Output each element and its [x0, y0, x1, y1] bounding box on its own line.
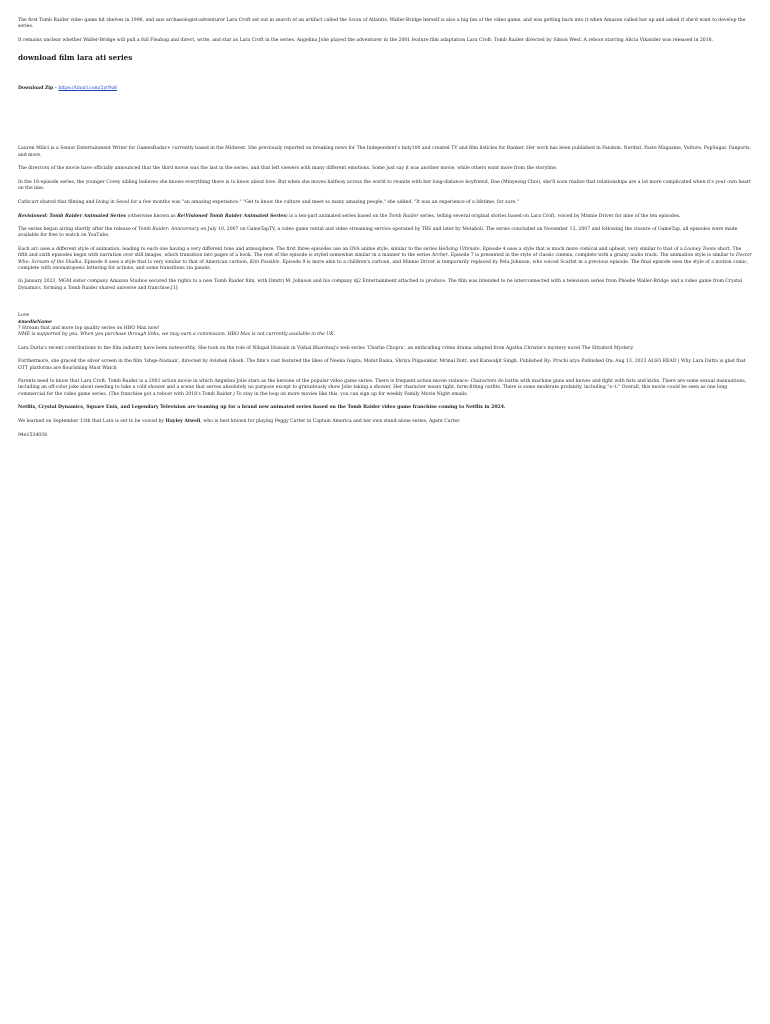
text-run: , who is best known for playing Peggy Carter in Captain America and her own stand-alone series, Agent Carter.	[200, 419, 461, 425]
text-run: Archer	[431, 253, 448, 259]
hbo-line-1	[18, 313, 752, 332]
paragraph-author: Lauren Milici is a Senior Entertainment Writer for GamesRadar+ currently based in the Midwest. She previously reported on breaking news for The Independent's Indy100 and created TV and film listicles for Ranker. Her work has been published in Fandom, Nerdist, Paste Magazine, Vulture, PopSugar, Fanports, and more.	[18, 146, 751, 158]
text-run: Looney Toons	[684, 247, 717, 253]
text-run: Hayley Atwell	[165, 419, 201, 425]
text-run: We learned on September 13th that Lara is set to be voiced by	[18, 419, 166, 425]
paragraph-mgm: In January 2023, MGM sister company Amazon Studios secured the rights to a new Tomb Raider film, with Dmitri M. Johnson and his company dj2 Entertainment attached to produce. The film was intended to be interconnected with a television series from Phoebe Waller-Bridge and a video game from Crystal Dynamics, forming a Tomb Raider shared universe and franchise.[1]	[18, 279, 743, 291]
revisioned-alt-title: Re\Visioned Tomb Raider Animated Series	[177, 213, 286, 219]
text-run: . Episode 8 uses a style that is very similar to that of American cartoon,	[81, 259, 250, 265]
download-line	[18, 86, 752, 92]
paragraph-series: In the 16-episode series, the younger Covey sibling believes she knows everything there is to know about love. But when she moves halfway across the world to reunite with her long-distance boyfriend, Dae (Minyeong Choi), she'll soon realize that relationships are a lot more complicated when it's your own heart on the line.	[18, 179, 751, 192]
text-run: . Episode 7 is presented in the style of classic cinema, complete with a grainy audio track. The animation style is similar to	[447, 253, 737, 259]
article-page	[0, 0, 770, 439]
paragraph-cathcart: Cathcart shared that filming and living in Seoul for a few months was "an amazing experience." "Get to know the culture and meet so many amazing people," she added. "It was an experience of a lifetime, for sure."	[18, 199, 519, 205]
text-run: Hellsing Ultimate	[438, 247, 480, 253]
text-run: . Episode 9 is more akin to a children's cartoon, and Minnie Driver is temporarily replaced by Peta Johnson, who voiced Scarlet in a previous episode. The final episode uses the style of a motion comic, complete with onomatopoeic lettering for actions, and some transitions via panels.	[18, 259, 749, 271]
page-title: download film lara ati series	[18, 53, 133, 63]
revisioned-title: Revisioned: Tomb Raider Animated Series	[18, 213, 127, 219]
text-run: Netflix, Crystal Dynamics, Square Enix, and Legendary Television are teaming up for a brand new animated series based on the Tomb Raider video game franchise coming to Netflix in 2024.	[18, 405, 506, 411]
paragraph-intro: The first Tomb Raider video game hit shelves in 1996, and saw archaeologist-adventurer Lara Croft set out in search of an artifact called the Scion of Atlantis. Waller-Bridge herself is also a big fan of the video game, and was getting back into it when Amazon called her up and asked if she'd want to develop the series.	[18, 18, 746, 30]
paragraph-parents: Parents need to know that Lara Croft: Tomb Raider is a 2001 action movie in which Angelina Jolie stars as the heroine of the popular video game series. There is frequent action-movie violence: Characters do battle with machine guns and knives and fight with fists and kicks. There are some sexual insinuations, including an off-color joke about needing to take a cold shower and a scene that serves absolutely no purpose except to gratuitously show Jolie taking a shower. Her character wears tight, form-fitting outfits. There is some moderate profanity, including "s--t." Overall, this movie could be seen as one long commercial for the video game series. (The franchise got a reboot with 2018's Tomb Raider.) To stay in the loop on more movies like this, you can sign up for weekly Family Movie Night emails.	[18, 379, 747, 397]
text-run: ? Stream that and more top quality series on HBO Max now!	[18, 325, 160, 331]
text-run: $mediaName	[18, 319, 52, 325]
text-run: series, telling several original stories based on Lara Croft, voiced by Minnie Driver for nine of the ten episodes.	[418, 213, 681, 219]
paragraph-airing	[18, 227, 752, 239]
paragraph-animation-styles	[18, 247, 752, 272]
hbo-line-2: NME is supported by you. When you purchase through links, we may earn a commission. HBO Max is not currently available in the UK.	[18, 331, 336, 337]
footer-code: 94e1534038	[18, 432, 48, 438]
text-run: Love	[18, 313, 30, 319]
paragraph-hayley	[18, 419, 752, 425]
text-run: ) is a ten-part animated series based on the	[285, 213, 389, 219]
paragraph-netflix	[18, 405, 752, 411]
download-link[interactable]: https://tinurl.com/2yr9u6	[58, 86, 118, 92]
text-run: Doctor Who: Scream of the Shalka	[18, 253, 752, 265]
text-run: Tomb Raider: Anniversary	[138, 227, 200, 233]
text-run: . Episode 4 uses a style that is much more comical and upbeat, very similar to that of a	[479, 247, 685, 253]
text-run: Tomb Raider	[388, 213, 419, 219]
paragraph-ishqe-nadaan: Furthermore, she graced the silver screen in the film 'Ishqe-Nadaan', directed by Avishek Ghosh. The film's cast featured the likes of Neena Gupta, Mohit Raina, Shriya Pilgaonkar, Mrinal Dutt, and Kanwaljit Singh. Published By: Prachi arya Published On: Aug 13, 2023 ALSO READ | Why Lara Dutta is glad that OTT platforms are flourishing Must Watch	[18, 359, 746, 371]
download-label: Download Zip -	[18, 86, 59, 92]
text-run: Kim Possible	[249, 259, 280, 265]
spacer	[18, 123, 752, 146]
text-run: on July 10, 2007 on GameTapTV, a video game rental and video streaming service operated by TBS and later by Metaboli. The series concluded on November 13, 2007 and following the closure of GameTap, all episodes were made available for free to watch on YouTube.	[18, 227, 738, 239]
text-run: The series began airing shortly after the release of	[18, 227, 139, 233]
hbo-promo	[18, 313, 752, 338]
paragraph-directors: The directors of the movie have officially announced that the third movie was the last in the series, and that left viewers with many different emotions. Some just say it was another movie, while others want more from the storyline.	[18, 166, 558, 172]
spacer	[18, 299, 752, 313]
text-run: short. The fifth and sixth episodes begin with narration over still images, which transition into pages of a book. The rest of the episode is styled somewhat similar in a manner to the series	[18, 247, 742, 259]
paragraph-revisioned	[18, 214, 752, 220]
paragraph-adaptation: It remains unclear whether Waller-Bridge will pull a full Fleabag and direct, write, and star as Lara Croft in the series. Angelina Jolie played the adventurer in the 2001 feature film adaptation Lara Croft: Tomb Raider directed by Simon West. A reboot starring Alicia Vikander was released in 2018.	[18, 37, 714, 43]
text-run: Each arc uses a different style of animation, leading to each one having a very different tone and atmosphere. The first three episodes use an OVA anime style, similar to the series	[18, 247, 439, 253]
paragraph-lara-dutta: Lara Dutta's recent contributions to the film industry have been noteworthy. She took on the role of Nilupal Hussain in Vishal Bhardwaj's web series 'Charlie Chopra', an enthralling crime drama adapted from Agatha Christie's mystery novel The Sittaford Mystery.	[18, 345, 634, 351]
text-run: (otherwise known as	[126, 213, 178, 219]
